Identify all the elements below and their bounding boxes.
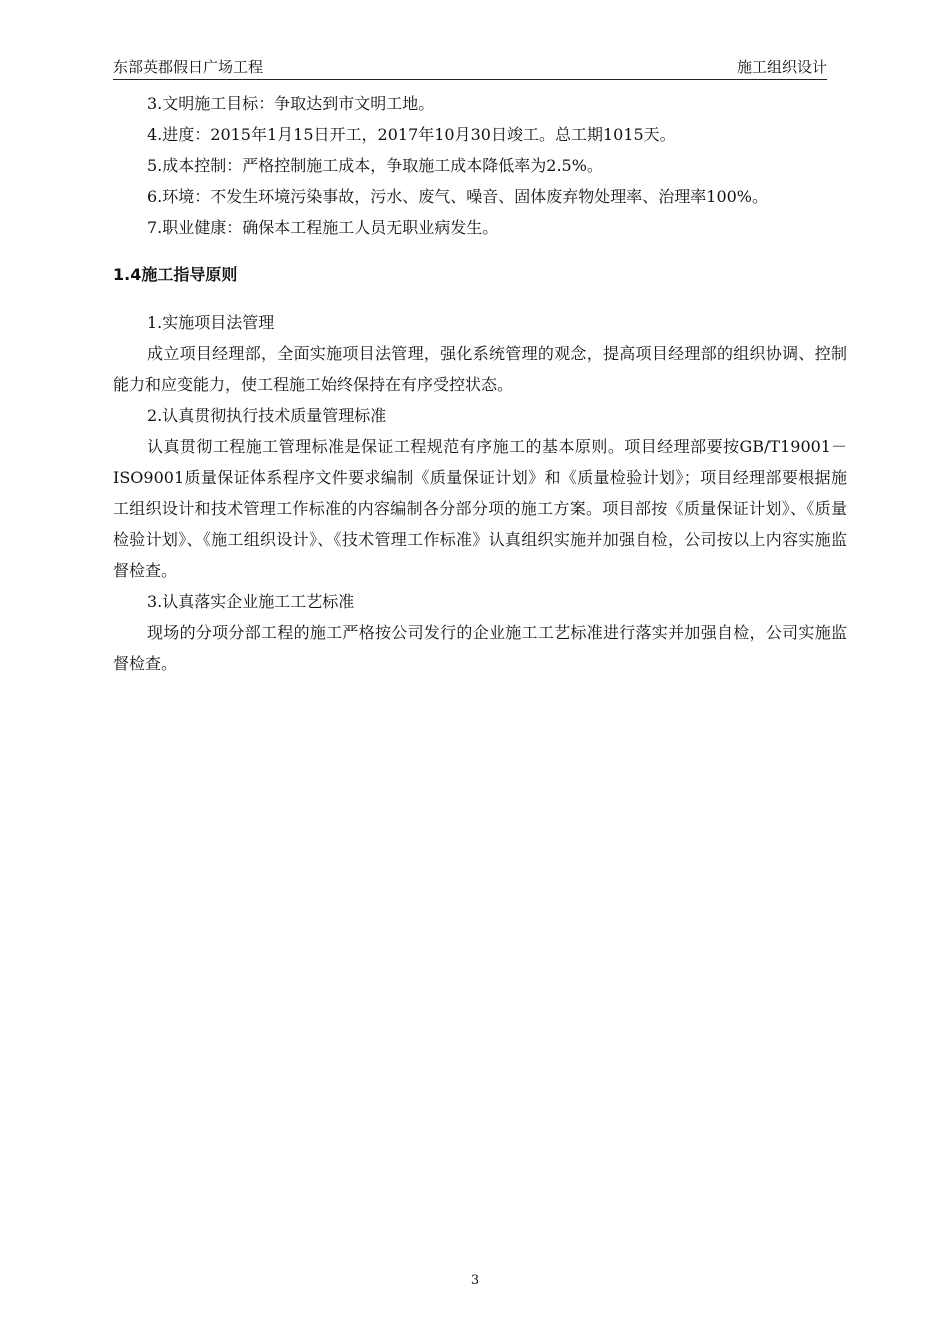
- goal-environment: 6.环境：不发生环境污染事故，污水、废气、噪音、固体废弃物处理率、治理率100%。: [147, 187, 769, 206]
- principle-1-title: 1.实施项目法管理: [147, 313, 275, 332]
- document-body: [113, 88, 847, 679]
- principle-2-title: 2.认真贯彻执行技术质量管理标准: [147, 406, 387, 425]
- principle-2-body: 认真贯彻工程施工管理标准是保证工程规范有序施工的基本原则。项目经理部要按GB/T19001－ISO9001质量保证体系程序文件要求编制《质量保证计划》和《质量检验计划》；项目经理部要根据施工组织设计和技术管理工作标准的内容编制各分部分项的施工方案。项目部按《质量保证计划》、《质量检验计划》、《施工组织设计》、《技术管理工作标准》认真组织实施并加强自检，公司按以上内容实施监督检查。: [113, 437, 847, 580]
- page-number: 3: [470, 1273, 480, 1288]
- goal-schedule: 4.进度：2015年1月15日开工，2017年10月30日竣工。总工期1015天。: [147, 125, 676, 144]
- header-document-type: 施工组织设计: [736, 58, 827, 76]
- principle-3-body: 现场的分项分部工程的施工严格按公司发行的企业施工工艺标准进行落实并加强自检，公司实施监督检查。: [113, 623, 847, 673]
- page-header: [113, 53, 827, 80]
- goal-occupational-health: 7.职业健康：确保本工程施工人员无职业病发生。: [147, 218, 499, 237]
- section-heading: 1.4施工指导原则: [113, 265, 238, 284]
- goal-civilized-construction: 3.文明施工目标：争取达到市文明工地。: [147, 94, 435, 113]
- goal-cost-control: 5.成本控制：严格控制施工成本，争取施工成本降低率为2.5%。: [147, 156, 603, 175]
- header-project-name: 东部英郡假日广场工程: [113, 58, 264, 76]
- principle-1-body: 成立项目经理部，全面实施项目法管理，强化系统管理的观念，提高项目经理部的组织协调、控制能力和应变能力，使工程施工始终保持在有序受控状态。: [113, 344, 847, 394]
- principle-3-title: 3.认真落实企业施工工艺标准: [147, 592, 355, 611]
